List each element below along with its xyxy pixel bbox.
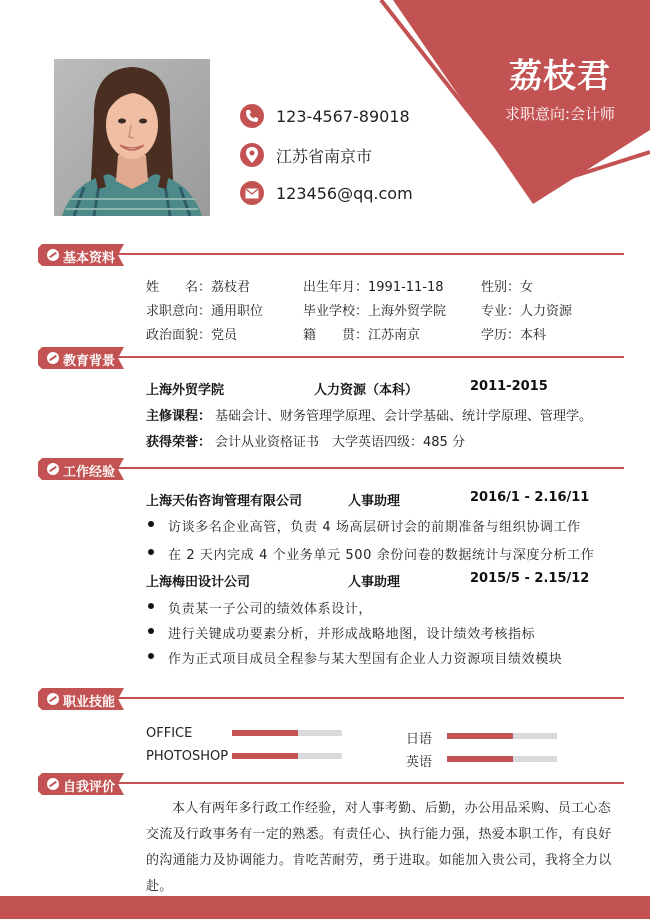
section-bullet-icon bbox=[47, 778, 59, 790]
skill-bar bbox=[232, 753, 342, 759]
bullet-icon bbox=[148, 653, 154, 659]
section-tag bbox=[38, 458, 124, 480]
footer-bar bbox=[0, 896, 650, 919]
bullet-icon bbox=[148, 628, 154, 634]
phone-number: 123-4567-89018 bbox=[276, 106, 410, 126]
job-duty: 进行关键成功要素分析，并形成战略地图，设计绩效考核指标 bbox=[168, 627, 536, 642]
edu-years: 2011-2015 bbox=[470, 379, 548, 394]
email-address: 123456@qq.com bbox=[276, 183, 413, 203]
basic-major: 专业：人力资源 bbox=[481, 304, 573, 319]
edu-courses-label: 主修课程： bbox=[146, 409, 212, 424]
header-name-box bbox=[490, 50, 630, 124]
job-duty: 作为正式项目成员全程参与某大型国有企业人力资源项目绩效模块 bbox=[168, 652, 563, 667]
skill-label: OFFICE bbox=[146, 726, 193, 741]
contact-email bbox=[240, 181, 413, 205]
job-period: 2016/1 - 2.16/11 bbox=[470, 490, 590, 505]
skill-label: 日语 bbox=[406, 732, 433, 747]
section-header-work bbox=[38, 458, 624, 480]
edu-major: 人力资源（本科） bbox=[314, 383, 419, 398]
basic-gender: 性别：女 bbox=[481, 280, 534, 295]
section-tag bbox=[38, 688, 124, 710]
section-bullet-icon bbox=[47, 463, 59, 475]
address-text: 江苏省南京市 bbox=[276, 146, 373, 166]
bullet-icon bbox=[148, 549, 154, 555]
phone-icon bbox=[240, 104, 264, 128]
candidate-name: 荔枝君 bbox=[509, 56, 611, 95]
section-header-skills bbox=[38, 688, 624, 710]
section-bullet-icon bbox=[47, 249, 59, 261]
section-tag bbox=[38, 347, 124, 369]
section-bullet-icon bbox=[47, 352, 59, 364]
section-tag bbox=[38, 773, 124, 795]
profile-photo bbox=[54, 59, 210, 216]
basic-birth: 出生年月：1991-11-18 bbox=[303, 280, 444, 295]
edu-school: 上海外贸学院 bbox=[146, 383, 225, 398]
section-tag bbox=[38, 244, 124, 266]
self-evaluation-text: 本人有两年多行政工作经验，对人事考勤、后勤，办公用品采购、员工心态交流及行政事务有一定的熟悉。有责任心、执行能力强，热爱本职工作，有良好的沟通能力及协调能力。肯吃苦耐劳，勇于进取。如能加入贵公司，我将全力以赴。 bbox=[146, 801, 612, 894]
contact-address bbox=[240, 143, 372, 167]
section-divider bbox=[98, 356, 624, 358]
basic-origin: 籍 贯：江苏南京 bbox=[303, 328, 421, 343]
basic-name: 姓 名：荔枝君 bbox=[146, 280, 251, 295]
job-company: 上海天佑咨询管理有限公司 bbox=[146, 494, 303, 509]
job-company: 上海梅田设计公司 bbox=[146, 575, 251, 590]
section-title: 自我评价 bbox=[63, 780, 116, 795]
basic-intent: 求职意向：通用职位 bbox=[146, 304, 264, 319]
job-period: 2015/5 - 2.15/12 bbox=[470, 571, 590, 586]
edu-courses: 基础会计、财务管理学原理、会计学基础、统计学原理、管理学。 bbox=[215, 409, 593, 424]
section-bullet-icon bbox=[47, 693, 59, 705]
location-pin-icon bbox=[240, 143, 264, 167]
skill-bar bbox=[447, 733, 557, 739]
skill-bar bbox=[232, 730, 342, 736]
section-header-education bbox=[38, 347, 624, 369]
section-divider bbox=[98, 697, 624, 699]
skill-label: PHOTOSHOP bbox=[146, 749, 229, 764]
job-role: 人事助理 bbox=[348, 575, 401, 590]
mail-icon bbox=[240, 181, 264, 205]
section-header-self bbox=[38, 773, 624, 795]
basic-political: 政治面貌：党员 bbox=[146, 328, 238, 343]
section-divider bbox=[98, 467, 624, 469]
section-title: 职业技能 bbox=[63, 695, 116, 710]
section-divider bbox=[98, 253, 624, 255]
job-intent: 求职意向:会计师 bbox=[504, 105, 616, 123]
basic-degree: 学历：本科 bbox=[481, 328, 547, 343]
skill-bar bbox=[447, 756, 557, 762]
section-divider bbox=[98, 782, 624, 784]
skill-bar-fill bbox=[232, 753, 298, 759]
skill-bar-fill bbox=[232, 730, 298, 736]
job-duty: 负责某一子公司的绩效体系设计， bbox=[168, 602, 373, 617]
job-role: 人事助理 bbox=[348, 494, 401, 509]
section-header-basic bbox=[38, 244, 624, 266]
section-title: 教育背景 bbox=[63, 354, 116, 369]
skill-label: 英语 bbox=[406, 755, 433, 770]
contact-phone bbox=[240, 104, 410, 128]
section-title: 工作经验 bbox=[63, 465, 116, 480]
job-duty: 在 2 天内完成 4 个业务单元 500 余份问卷的数据统计与深度分析工作 bbox=[168, 548, 595, 563]
skill-bar-fill bbox=[447, 733, 513, 739]
bullet-icon bbox=[148, 521, 154, 527]
skill-bar-fill bbox=[447, 756, 513, 762]
section-title: 基本资料 bbox=[63, 251, 116, 266]
bullet-icon bbox=[148, 603, 154, 609]
basic-school: 毕业学校：上海外贸学院 bbox=[303, 304, 447, 319]
job-duty: 访谈多名企业高管，负责 4 场高层研讨会的前期准备与组织协调工作 bbox=[168, 520, 581, 535]
edu-honors: 会计从业资格证书 大学英语四级：485 分 bbox=[215, 435, 465, 450]
edu-honors-label: 获得荣誉： bbox=[146, 435, 212, 450]
